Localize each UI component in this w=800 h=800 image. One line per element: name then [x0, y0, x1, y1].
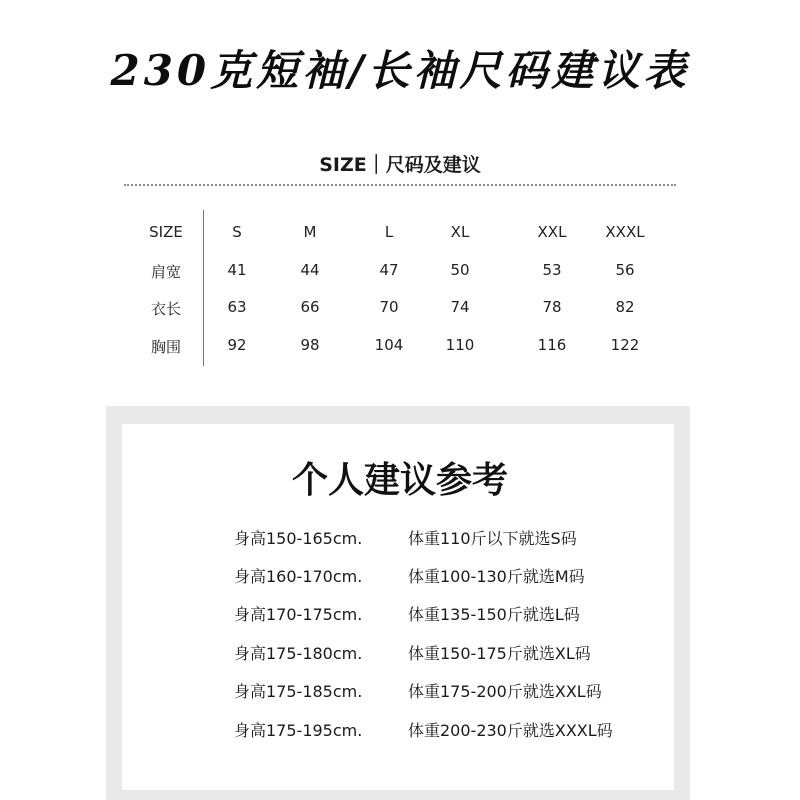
advice-height: 身高150-165cm.: [234, 529, 363, 548]
advice-weight: 体重200-230斤就选XXXL码: [408, 721, 613, 740]
table-cell: 98: [300, 336, 320, 354]
table-cell: 74: [450, 298, 470, 316]
advice-height: 身高175-195cm.: [234, 721, 363, 740]
advice-title: 个人建议参考: [291, 460, 508, 501]
advice-weight: 体重100-130斤就选M码: [408, 567, 585, 586]
table-cell: 56: [615, 261, 635, 279]
table-cell: 110: [445, 336, 475, 354]
advice-weight: 体重150-175斤就选XL码: [408, 644, 591, 663]
advice-weight: 体重175-200斤就选XXL码: [408, 682, 602, 701]
size-header-s: S: [232, 223, 242, 241]
row-label-shoulder: 肩宽: [150, 263, 181, 281]
advice-height: 身高175-180cm.: [234, 644, 363, 663]
dotted-divider: [124, 184, 676, 186]
table-cell: 70: [379, 298, 399, 316]
size-table-header: SIZE｜尺码及建议: [319, 154, 481, 176]
table-cell: 63: [227, 298, 247, 316]
size-header-m: M: [303, 223, 317, 241]
table-cell: 122: [610, 336, 640, 354]
table-cell: 53: [542, 261, 562, 279]
page-title: 230克短袖/长袖尺码建议表: [110, 46, 690, 95]
advice-height: 身高175-185cm.: [234, 682, 363, 701]
table-cell: 44: [300, 261, 320, 279]
advice-weight: 体重110斤以下就选S码: [408, 529, 577, 548]
size-header-l: L: [384, 223, 394, 241]
size-corner-label: SIZE: [149, 223, 183, 241]
advice-height: 身高170-175cm.: [234, 605, 363, 624]
table-cell: 47: [379, 261, 399, 279]
table-cell: 66: [300, 298, 320, 316]
row-label-length: 衣长: [150, 300, 181, 318]
table-cell: 92: [227, 336, 247, 354]
advice-height: 身高160-170cm.: [234, 567, 363, 586]
size-header-xl: XL: [450, 223, 470, 241]
table-cell: 116: [537, 336, 567, 354]
row-label-chest: 胸围: [150, 338, 181, 356]
table-cell: 41: [227, 261, 247, 279]
table-cell: 78: [542, 298, 562, 316]
advice-weight: 体重135-150斤就选L码: [408, 605, 580, 624]
table-cell: 82: [615, 298, 635, 316]
table-cell: 50: [450, 261, 470, 279]
table-cell: 104: [374, 336, 404, 354]
size-header-xxl: XXL: [537, 223, 567, 241]
size-header-xxxl: XXXL: [605, 223, 645, 241]
